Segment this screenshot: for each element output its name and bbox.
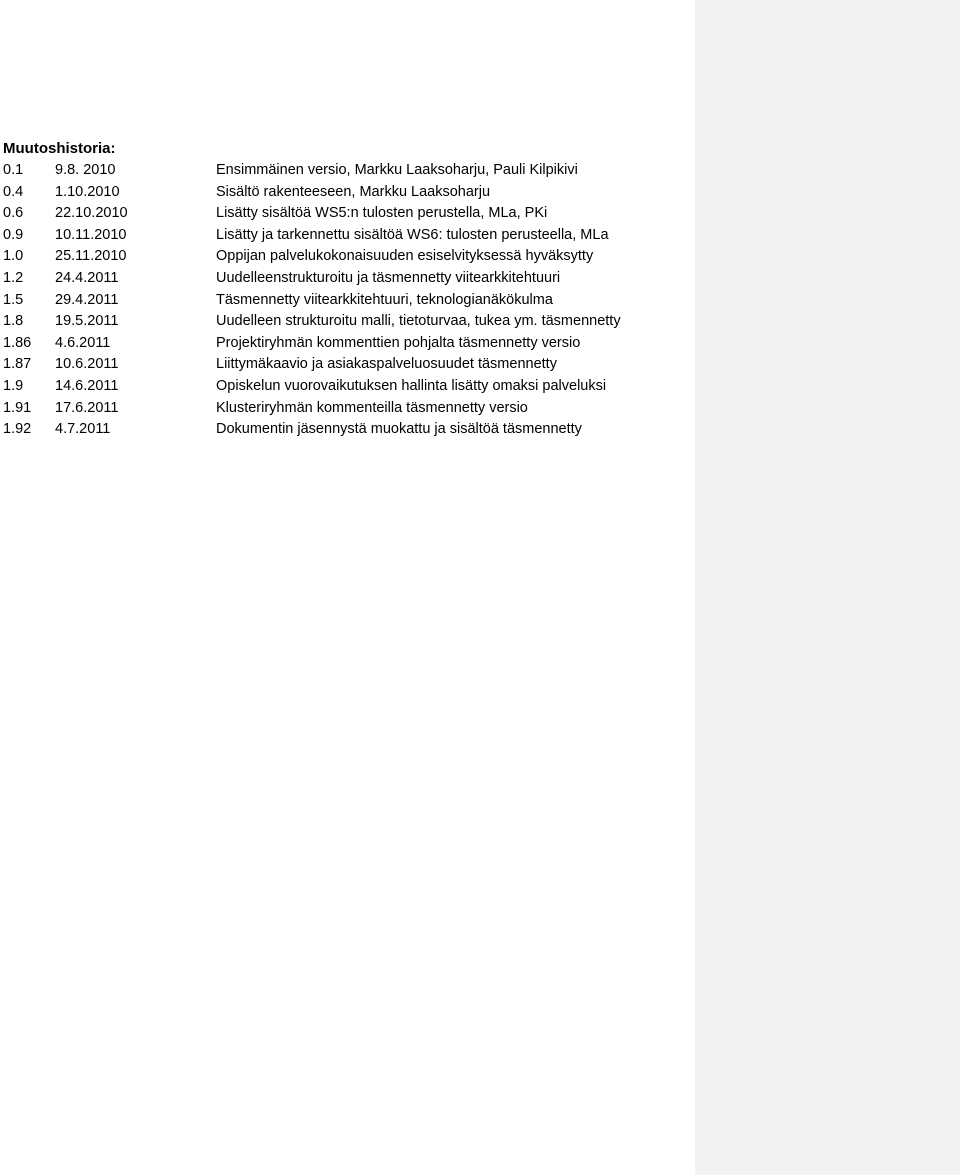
history-row xyxy=(3,246,693,268)
version-description: Uudelleen strukturoitu malli, tietoturvaa, tukea ym. täsmennetty xyxy=(216,313,621,330)
comment-margin-panel xyxy=(695,0,960,1175)
history-row xyxy=(3,290,693,312)
version-date: 17.6.2011 xyxy=(55,399,119,416)
version-description: Opiskelun vuorovaikutuksen hallinta lisätty omaksi palveluksi xyxy=(216,377,607,394)
version-description: Ensimmäinen versio, Markku Laaksoharju, Pauli Kilpikivi xyxy=(216,162,578,178)
version-date: 24.4.2011 xyxy=(55,269,119,286)
version-description: Lisätty sisältöä WS5:n tulosten perustella, MLa, PKi xyxy=(216,205,548,222)
change-history-heading: Muutoshistoria: xyxy=(3,140,116,157)
version-date: 4.6.2011 xyxy=(55,334,111,351)
version-number: 0.6 xyxy=(3,205,24,222)
history-row xyxy=(3,376,693,398)
version-description: Uudelleenstrukturoitu ja täsmennetty viitearkkitehtuuri xyxy=(216,269,561,286)
version-date: 9.8. 2010 xyxy=(55,162,116,178)
history-row xyxy=(3,419,693,441)
version-description: Dokumentin jäsennystä muokattu ja sisältöä täsmennetty xyxy=(216,421,582,438)
history-row xyxy=(3,182,693,204)
version-date: 22.10.2010 xyxy=(55,205,128,222)
version-number: 1.9 xyxy=(3,377,24,394)
version-description: Sisältö rakenteeseen, Markku Laaksoharju xyxy=(216,183,491,200)
change-history-list xyxy=(3,160,693,441)
version-description: Oppijan palvelukokonaisuuden esiselvityksessä hyväksytty xyxy=(216,248,594,265)
version-number: 1.5 xyxy=(3,291,24,308)
version-number: 1.8 xyxy=(3,313,24,330)
version-number: 0.4 xyxy=(3,183,24,200)
version-number: 1.92 xyxy=(3,421,32,438)
version-number: 1.2 xyxy=(3,269,24,286)
history-row xyxy=(3,160,693,182)
version-number: 0.9 xyxy=(3,226,24,243)
version-date: 14.6.2011 xyxy=(55,377,119,394)
history-row xyxy=(3,268,693,290)
version-date: 4.7.2011 xyxy=(55,421,111,438)
version-description: Lisätty ja tarkennettu sisältöä WS6: tulosten perusteella, MLa xyxy=(216,226,609,243)
change-history-section xyxy=(3,138,693,441)
history-row xyxy=(3,333,693,355)
version-description: Projektiryhmän kommenttien pohjalta täsmennetty versio xyxy=(216,334,581,351)
history-row xyxy=(3,225,693,247)
version-date: 25.11.2010 xyxy=(55,248,127,265)
history-row xyxy=(3,203,693,225)
history-row xyxy=(3,354,693,376)
version-description: Liittymäkaavio ja asiakaspalveluosuudet täsmennetty xyxy=(216,356,557,373)
version-number: 1.0 xyxy=(3,248,24,265)
version-date: 29.4.2011 xyxy=(55,291,119,308)
history-row xyxy=(3,311,693,333)
version-description: Klusteriryhmän kommenteilla täsmennetty versio xyxy=(216,399,528,416)
version-date: 1.10.2010 xyxy=(55,183,120,200)
version-number: 1.87 xyxy=(3,356,32,373)
history-row xyxy=(3,398,693,420)
version-number: 1.91 xyxy=(3,399,32,416)
version-number: 1.86 xyxy=(3,334,32,351)
version-description: Täsmennetty viitearkkitehtuuri, teknologianäkökulma xyxy=(216,291,553,308)
version-number: 0.1 xyxy=(3,162,24,178)
version-date: 19.5.2011 xyxy=(55,313,119,330)
version-date: 10.11.2010 xyxy=(55,226,127,243)
version-date: 10.6.2011 xyxy=(55,356,119,373)
